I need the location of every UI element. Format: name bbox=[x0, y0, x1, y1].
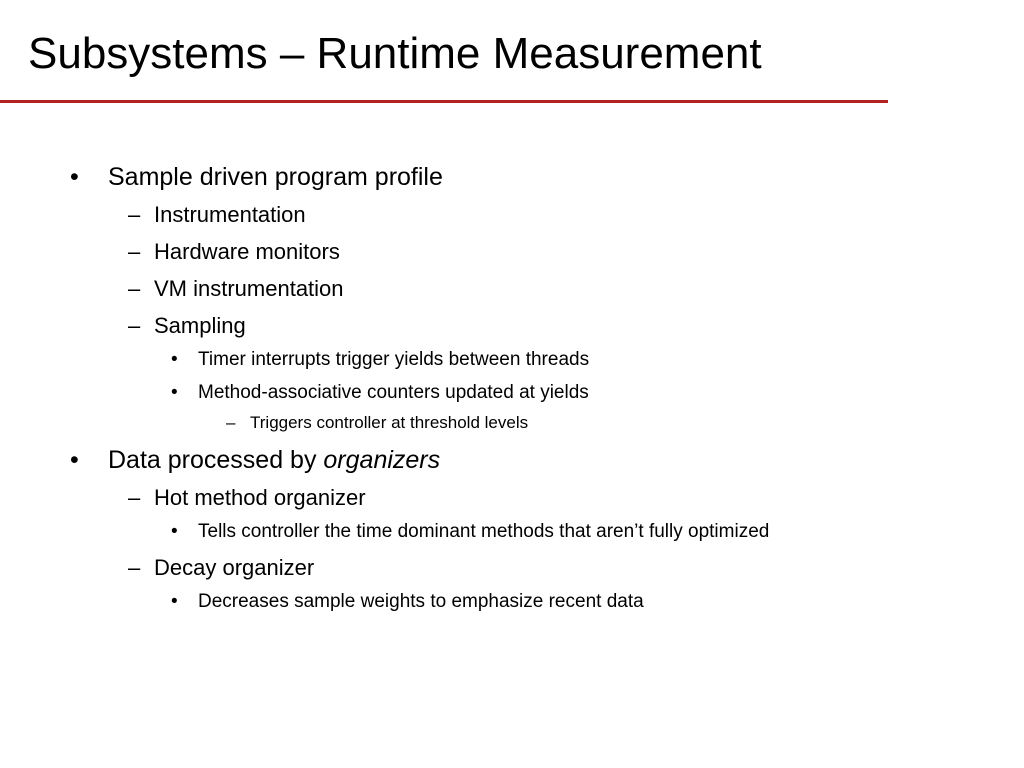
bullet-text: Hardware monitors bbox=[154, 239, 340, 264]
bullet-text: Timer interrupts trigger yields between threads bbox=[198, 349, 590, 370]
bullet-marker: • bbox=[171, 521, 178, 542]
bullet-text: VM instrumentation bbox=[154, 276, 344, 301]
bullet-text: Decay organizer bbox=[154, 555, 315, 580]
dash-marker: – bbox=[128, 202, 141, 227]
bullet-text: Decreases sample weights to emphasize recent data bbox=[198, 591, 644, 612]
bullet-text: Triggers controller at threshold levels bbox=[250, 413, 529, 432]
bullet-marker: • bbox=[171, 382, 178, 403]
bullet-text: Method-associative counters updated at yields bbox=[198, 382, 589, 403]
dash-marker: – bbox=[226, 413, 236, 432]
bullet-marker: • bbox=[171, 591, 178, 612]
bullet-text: Sample driven program profile bbox=[108, 163, 443, 191]
bullet-text: Tells controller the time dominant methods that aren’t fully optimized bbox=[198, 521, 770, 542]
bullet-marker: • bbox=[70, 446, 79, 474]
dash-marker: – bbox=[128, 485, 141, 510]
title-divider bbox=[0, 100, 888, 103]
bullet-text: Instrumentation bbox=[154, 202, 306, 227]
bullet-marker: • bbox=[171, 349, 178, 370]
bullet-text: Hot method organizer bbox=[154, 485, 366, 510]
dash-marker: – bbox=[128, 313, 141, 338]
dash-marker: – bbox=[128, 239, 141, 264]
bullet-text-emphasis: organizers bbox=[323, 446, 441, 474]
bullet-text: Sampling bbox=[154, 313, 246, 338]
bullet-text-plain: Data processed by bbox=[108, 446, 324, 474]
slide-title: Subsystems – Runtime Measurement bbox=[28, 29, 762, 78]
dash-marker: – bbox=[128, 555, 141, 580]
bullet-marker: • bbox=[70, 163, 79, 191]
bullet-text bbox=[108, 445, 440, 475]
dash-marker: – bbox=[128, 276, 141, 301]
